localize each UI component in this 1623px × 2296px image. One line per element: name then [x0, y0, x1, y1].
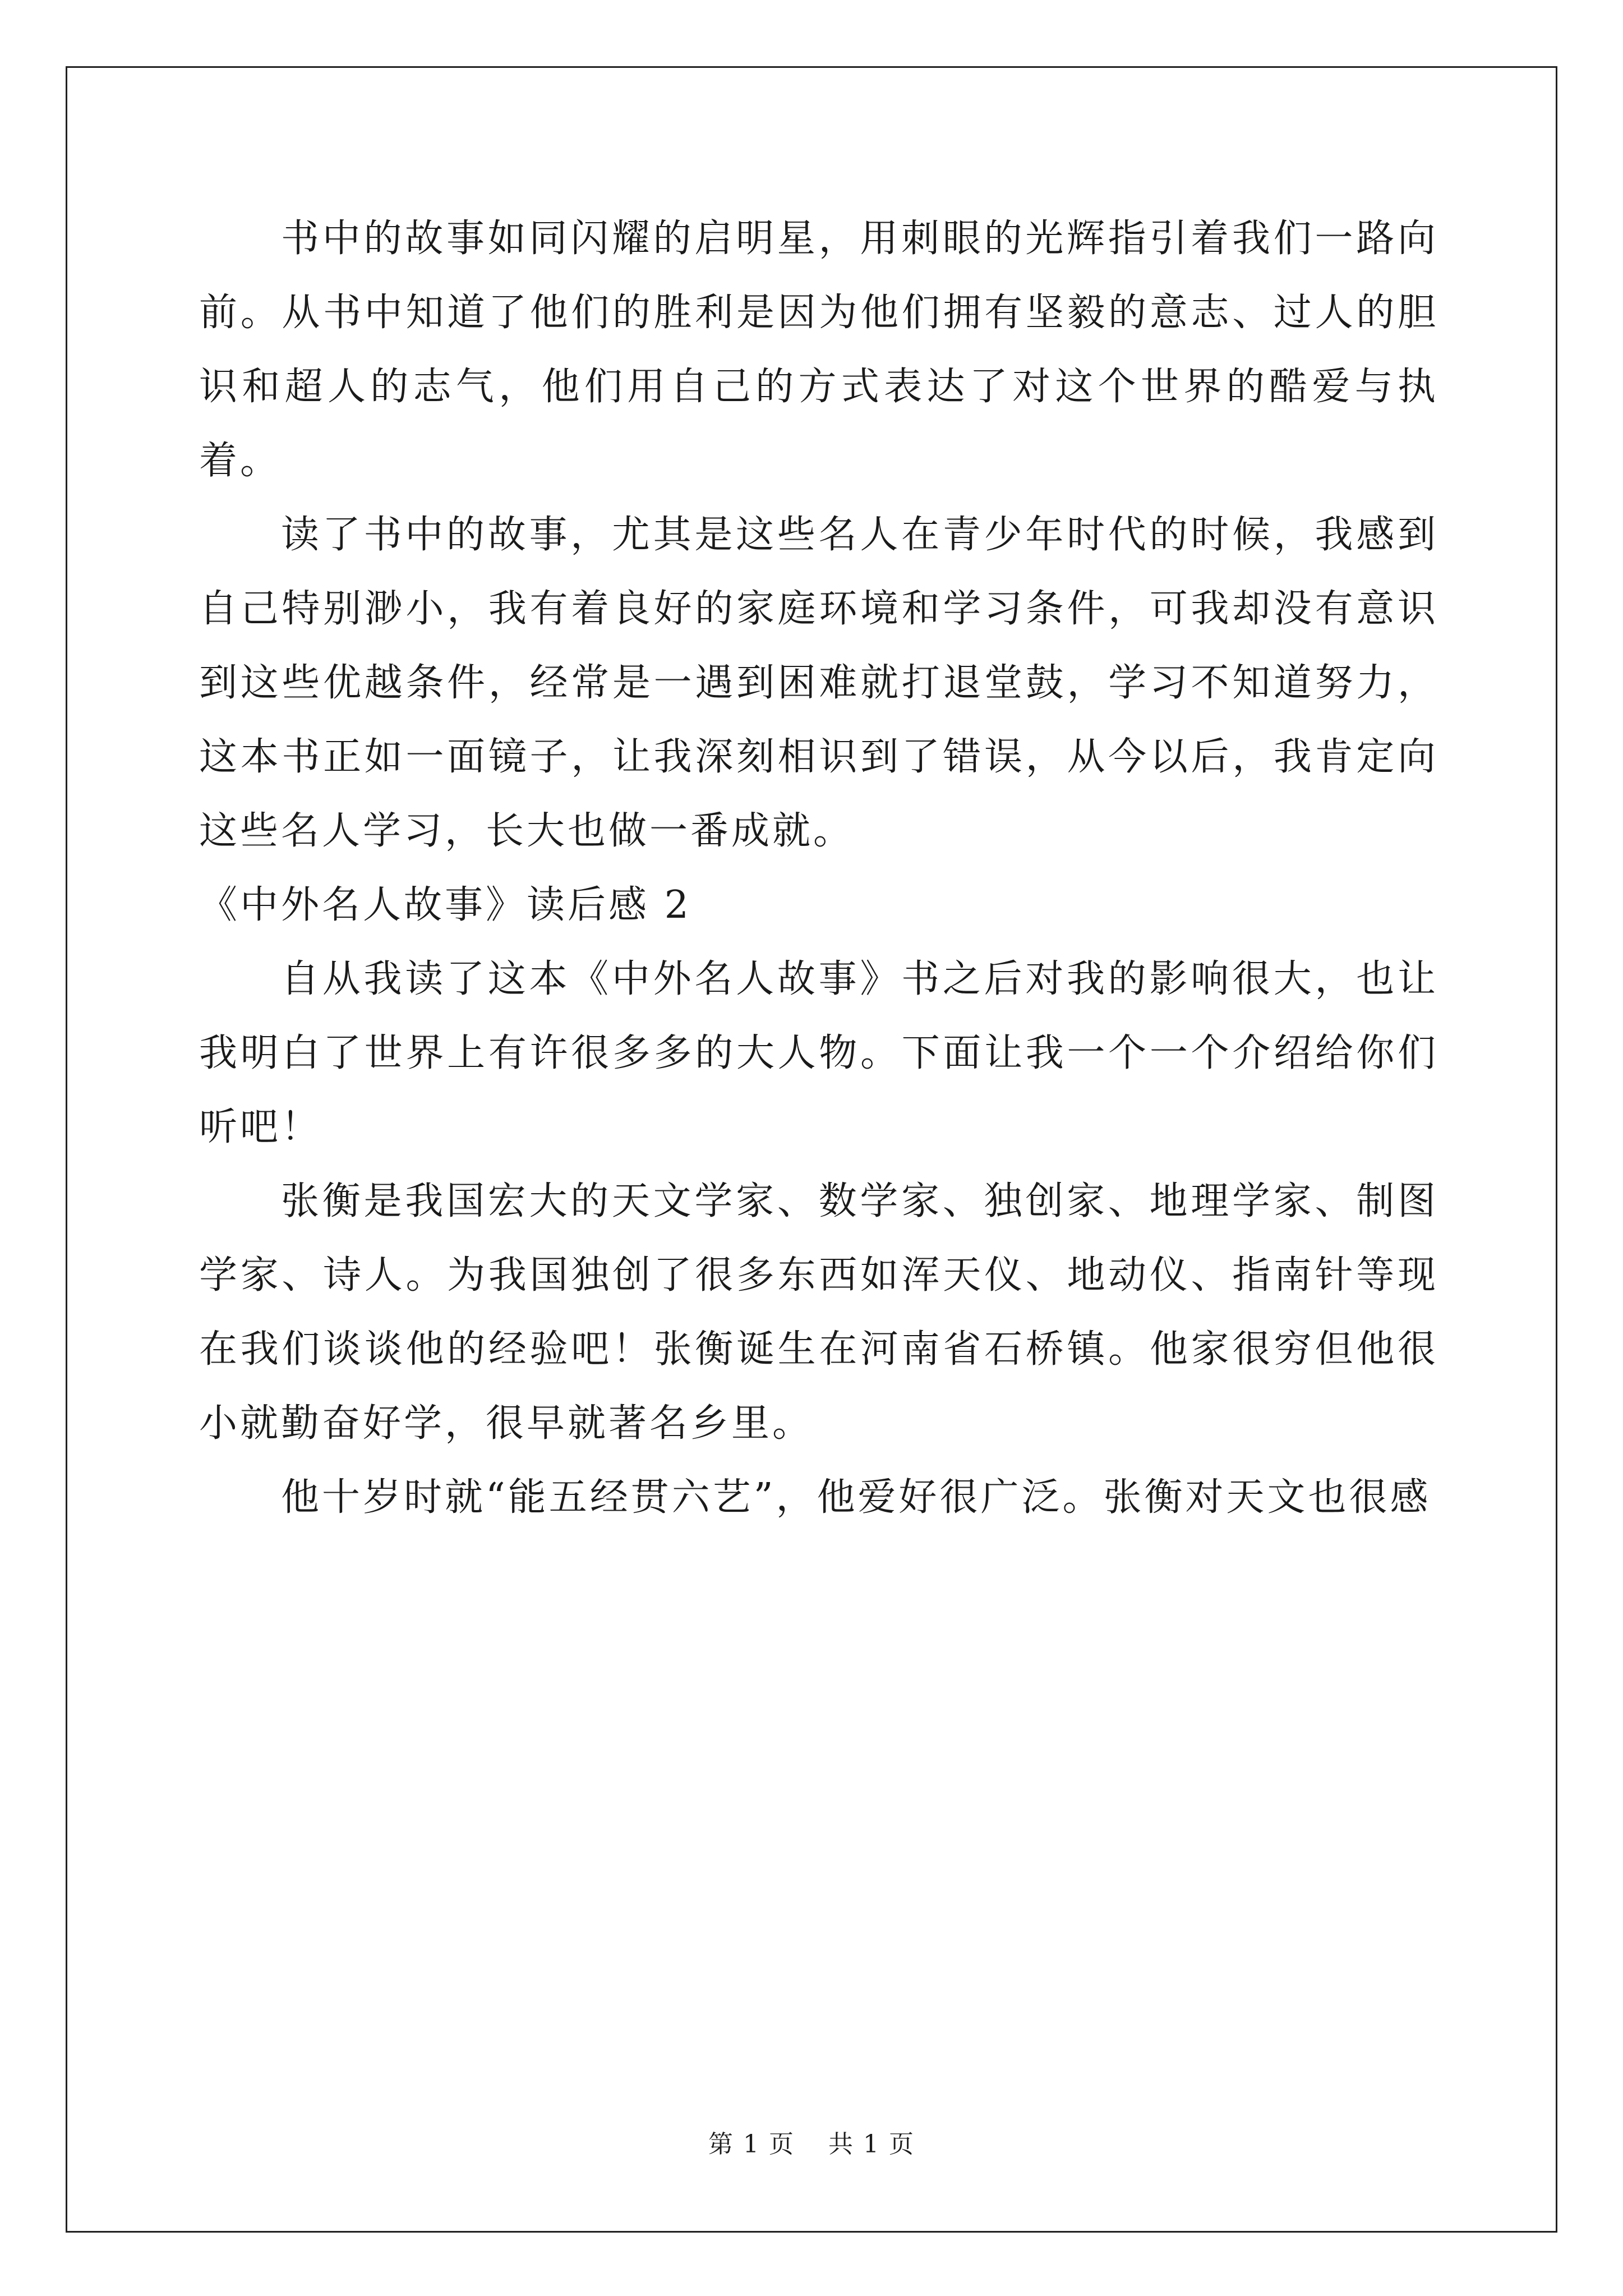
paragraph-1: 书中的故事如同闪耀的启明星，用刺眼的光辉指引着我们一路向前。从书中知道了他们的胜利是因为他们拥有坚毅的意志、过人的胆识和超人的志气，他们用自己的方式表达了对这个世界的酷爱与执着。 [199, 217, 1438, 483]
paragraph-3: 自从我读了这本《中外名人故事》书之后对我的影响很大，也让我明白了世界上有许很多多的大人物。下面让我一个一个介绍给你们听吧！ [199, 957, 1438, 1149]
section-heading: 《中外名人故事》读后感 2 [199, 883, 691, 927]
document-body [199, 202, 1438, 1535]
paragraph-4: 张衡是我国宏大的天文学家、数学家、独创家、地理学家、制图学家、诗人。为我国独创了很多东西如浑天仪、地动仪、指南针等现在我们谈谈他的经验吧！张衡诞生在河南省石桥镇。他家很穷但他很小就勤奋好学，很早就著名乡里。 [199, 1179, 1438, 1446]
paragraph-5: 他十岁时就“能五经贯六艺”，他爱好很广泛。张衡对天文也很感 [281, 1475, 1431, 1520]
page-footer [0, 2128, 1623, 2161]
page-number-current: 第 1 页 [708, 2130, 795, 2159]
paragraph-2: 读了书中的故事，尤其是这些名人在青少年时代的时候，我感到自己特别渺小，我有着良好的家庭环境和学习条件，可我却没有意识到这些优越条件，经常是一遇到困难就打退堂鼓，学习不知道努力，这本书正如一面镜子，让我深刻相识到了错误，从今以后，我肯定向这些名人学习，长大也做一番成就。 [199, 513, 1438, 853]
page-number-total: 共 1 页 [828, 2130, 915, 2159]
